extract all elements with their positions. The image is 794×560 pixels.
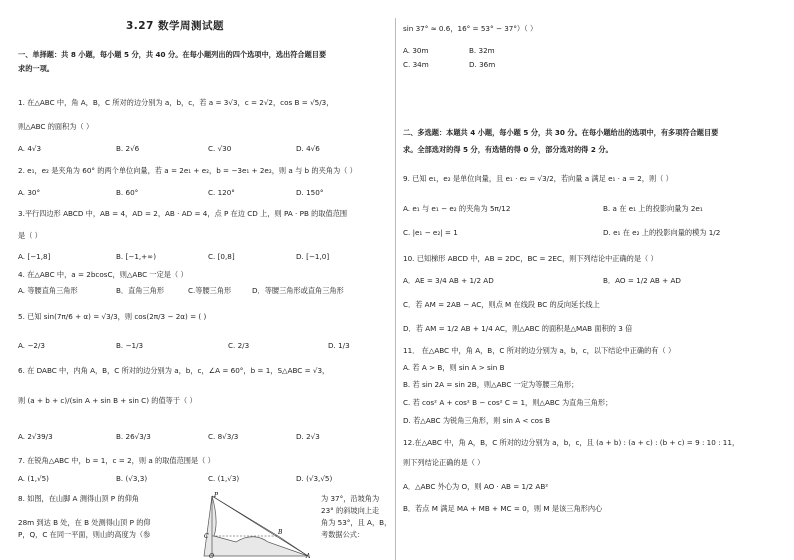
sight-line-pb bbox=[212, 496, 278, 536]
label-a: A bbox=[306, 553, 311, 558]
column-divider bbox=[395, 18, 396, 560]
q8-continuation: sin 37° ≈ 0.6，16° = 53° − 37°）（ ） bbox=[403, 24, 538, 33]
q8-stem: 8. 如图，在山脚 A 测得山顶 P 的仰角 bbox=[18, 494, 139, 503]
q10-stem: 10. 已知梯形 ABCD 中，AB = 2DC，BC = 2EC，则下列结论中正确的是（ ） bbox=[403, 254, 658, 263]
q11-stem: 11． 在△ABC 中，角 A，B，C 所对的边分别为 a，b，c，以下结论中正确的有（ ） bbox=[403, 346, 676, 355]
q8-side-1: 为 37°，沿坡角为 bbox=[321, 494, 380, 503]
section1-heading-cont: 求的一项。 bbox=[18, 64, 54, 73]
q2-option-b[interactable]: B. 60° bbox=[116, 188, 139, 197]
q4-stem: 4. 在△ABC 中，a = 2bcosC，则△ABC 一定是（ ） bbox=[18, 270, 188, 279]
q3-stem: 3.平行四边形 ABCD 中，AB = 4，AD = 2，AB · AD = 4，点 P 在边 CD 上，则 PA · PB 的取值范围 bbox=[18, 209, 348, 218]
q3-option-d[interactable]: D. [−1,0] bbox=[296, 252, 330, 261]
q1-option-b[interactable]: B. 2√6 bbox=[116, 144, 140, 153]
q5-option-c[interactable]: C. 2/3 bbox=[228, 341, 250, 350]
q2-option-d[interactable]: D. 150° bbox=[296, 188, 324, 197]
section2-heading: 二、多选题：本题共 4 小题，每小题 5 分，共 30 分。在每小题给出的选项中，有多项符合题目要 bbox=[403, 128, 719, 137]
q11-option-c[interactable]: C. 若 cos² A + cos² B − cos² C = 1，则△ABC 为直角三角形； bbox=[403, 398, 613, 407]
q12-option-a[interactable]: A．△ABC 外心为 O，则 AO · AB = 1/2 AB² bbox=[403, 482, 549, 491]
q4-option-d[interactable]: D．等腰三角形或直角三角形 bbox=[252, 286, 344, 295]
q9-option-c[interactable]: C. |e₁ − e₂| = 1 bbox=[403, 228, 458, 237]
q5-option-d[interactable]: D. 1/3 bbox=[328, 341, 350, 350]
q11-option-b[interactable]: B. 若 sin 2A = sin 2B，则△ABC 一定为等腰三角形； bbox=[403, 380, 579, 389]
q7-stem: 7. 在锐角△ABC 中，b = 1，c = 2，则 a 的取值范围是（ ） bbox=[18, 456, 215, 465]
page-title: 3.27 数学周测试题 bbox=[126, 20, 225, 32]
q8-option-b[interactable]: B. 32m bbox=[469, 46, 495, 55]
q8-side-4: 考数据公式： bbox=[321, 530, 365, 539]
q9-option-d[interactable]: D. e₁ 在 e₂ 上的投影向量的模为 1/2 bbox=[603, 228, 721, 237]
q4-option-a[interactable]: A. 等腰直角三角形 bbox=[18, 286, 78, 295]
q8-option-a[interactable]: A. 30m bbox=[403, 46, 429, 55]
q5-stem: 5. 已知 sin(7π/6 + α) = √3/3，则 cos(2π/3 − 2α) = ( ) bbox=[18, 312, 207, 321]
q1-stem: 1. 在△ABC 中，角 A，B，C 所对的边分别为 a，b，c，若 a = 3√3，c = 2√2，cos B = √5/3， bbox=[18, 98, 334, 107]
q8-stem-2: 28m 到达 B 处，在 B 处测得山顶 P 的仰 bbox=[18, 518, 151, 527]
q2-option-c[interactable]: C. 120° bbox=[208, 188, 235, 197]
q3-option-c[interactable]: C. [0,8] bbox=[208, 252, 235, 261]
q1-option-a[interactable]: A. 4√3 bbox=[18, 144, 42, 153]
q10-option-c[interactable]: C．若 AM = 2AB − AC，则点 M 在线段 BC 的反向延长线上 bbox=[403, 300, 600, 309]
q7-option-b[interactable]: B. (√3,3) bbox=[116, 474, 148, 483]
label-p: P bbox=[214, 492, 219, 499]
q6-option-a[interactable]: A. 2√39/3 bbox=[18, 432, 53, 441]
q2-option-a[interactable]: A. 30° bbox=[18, 188, 41, 197]
q7-option-a[interactable]: A. (1,√5) bbox=[18, 474, 49, 483]
q9-option-b[interactable]: B. a 在 e₁ 上的投影向量为 2e₁ bbox=[603, 204, 703, 213]
q6-option-c[interactable]: C. 8√3/3 bbox=[208, 432, 239, 441]
q6-stem-cont: 则 (a + b + c)/(sin A + sin B + sin C) 的值等于（ ） bbox=[18, 396, 197, 405]
q11-option-a[interactable]: A. 若 A > B，则 sin A > sin B bbox=[403, 363, 505, 372]
q8-side-3: 角为 53°，且 A，B， bbox=[321, 518, 392, 527]
label-b: B bbox=[278, 529, 283, 536]
q7-option-c[interactable]: C. (1,√3) bbox=[208, 474, 240, 483]
q5-option-a[interactable]: A. −2/3 bbox=[18, 341, 45, 350]
section2-heading-cont: 求。全部选对的得 5 分，有选错的得 0 分，部分选对的得 2 分。 bbox=[403, 145, 613, 154]
label-c: C bbox=[204, 533, 209, 540]
q3-option-a[interactable]: A. [−1,8] bbox=[18, 252, 51, 261]
q8-stem-3: P，Q，C 在同一平面，则山的高度为（参 bbox=[18, 530, 151, 539]
q3-option-b[interactable]: B. [−1,+∞) bbox=[116, 252, 156, 261]
q4-option-c[interactable]: C.等腰三角形 bbox=[188, 286, 232, 295]
q12-stem-cont: 则下列结论正确的是（ ） bbox=[403, 458, 485, 467]
q7-option-d[interactable]: D. (√3,√5) bbox=[296, 474, 333, 483]
section1-heading: 一、单择题：共 8 小题，每小题 5 分，共 40 分。在每小题列出的四个选项中，选出符合题目要 bbox=[18, 50, 327, 59]
q8-side-2: 23° 的斜坡向上走 bbox=[321, 506, 380, 515]
q1-option-d[interactable]: D. 4√6 bbox=[296, 144, 320, 153]
q9-stem: 9. 已知 e₁，e₂ 是单位向量，且 e₁ · e₂ = √3/2，若向量 a 满足 e₁ · a = 2，则（ ） bbox=[403, 174, 673, 183]
q12-stem: 12.在△ABC 中，角 A，B，C 所对的边分别为 a，b，c，且 (a + b) : (a + c) : (b + c) = 9 : 10 : 11， bbox=[403, 438, 740, 447]
q6-option-b[interactable]: B. 26√3/3 bbox=[116, 432, 151, 441]
q3-stem-cont: 是（ ） bbox=[18, 231, 42, 240]
q11-option-d[interactable]: D. 若△ABC 为锐角三角形，则 sin A < cos B bbox=[403, 416, 551, 425]
q1-option-c[interactable]: C. √30 bbox=[208, 144, 232, 153]
q5-option-b[interactable]: B. −1/3 bbox=[116, 341, 144, 350]
label-q: Q bbox=[209, 553, 214, 558]
q6-option-d[interactable]: D. 2√3 bbox=[296, 432, 320, 441]
q10-option-b[interactable]: B．AO = 1/2 AB + AD bbox=[603, 276, 681, 285]
q8-option-c[interactable]: C. 34m bbox=[403, 60, 429, 69]
q4-option-b[interactable]: B．直角三角形 bbox=[116, 286, 165, 295]
q6-stem: 6. 在 DABC 中，内角 A，B，C 所对的边分别为 a，b，c，∠A = 60°，b = 1，S△ABC = √3， bbox=[18, 366, 330, 375]
q2-stem: 2. e₁，e₂ 是夹角为 60° 的两个单位向量，若 a = 2e₁ + e₂，b = −3e₁ + 2e₂，则 a 与 b 的夹角为（ ） bbox=[18, 166, 357, 175]
q10-option-a[interactable]: A．AE = 3/4 AB + 1/2 AD bbox=[403, 276, 494, 285]
q8-option-d[interactable]: D. 36m bbox=[469, 60, 496, 69]
q9-option-a[interactable]: A. e₁ 与 e₁ − e₂ 的夹角为 5π/12 bbox=[403, 204, 511, 213]
q1-stem-cont: 则△ABC 的面积为（ ） bbox=[18, 122, 94, 131]
q10-option-d[interactable]: D．若 AM = 1/2 AB + 1/4 AC，则△ABC 的面积是△MAB 面积的 3 倍 bbox=[403, 324, 633, 333]
mountain-figure bbox=[198, 490, 318, 558]
q12-option-b[interactable]: B．若点 M 满足 MA + MB + MC = 0，则 M 是该三角形内心 bbox=[403, 504, 603, 513]
